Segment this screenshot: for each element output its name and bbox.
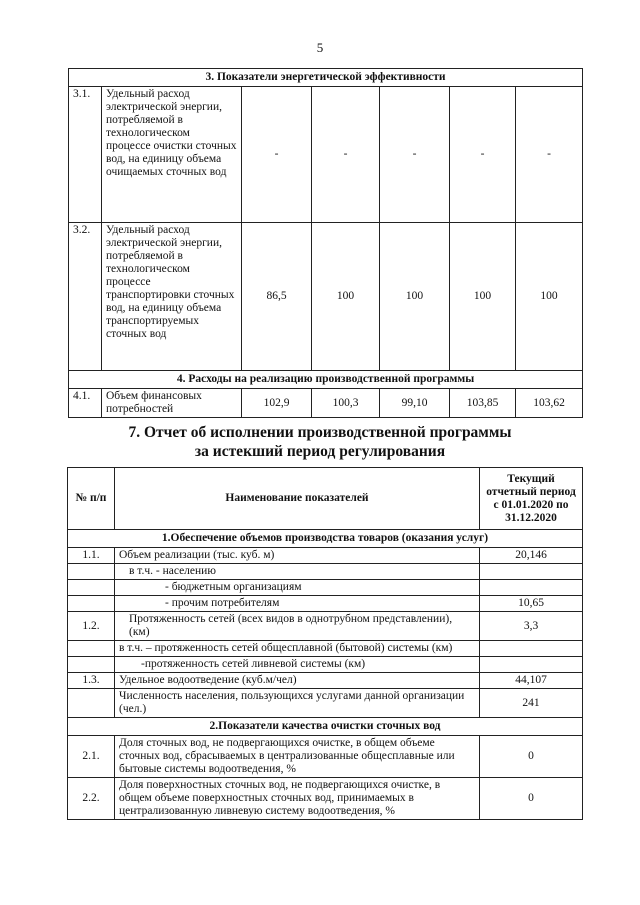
value-cell: 99,10: [380, 389, 450, 418]
table-row: [68, 612, 583, 641]
section-title-quality: 2.Показатели качества очистки сточных вод: [68, 718, 583, 736]
table-row: [68, 657, 583, 673]
table-row: [69, 87, 583, 223]
value-cell: 3,3: [480, 612, 583, 641]
section-title-expenses: 4. Расходы на реализацию производственной программы: [69, 371, 583, 389]
row-number: 1.2.: [68, 612, 115, 641]
table-header-row: [68, 468, 583, 530]
value-cell: [480, 657, 583, 673]
value-cell: -: [516, 87, 583, 223]
value-cell: 20,146: [480, 548, 583, 564]
row-number: 2.1.: [68, 736, 115, 778]
table-row: [68, 778, 583, 820]
page-number: 5: [316, 40, 324, 55]
value-cell: -: [312, 87, 380, 223]
header-period: Текущий отчетный период с 01.01.2020 по 31.12.2020: [480, 468, 583, 530]
header-name: Наименование показателей: [115, 468, 480, 530]
value-cell: 0: [480, 778, 583, 820]
value-cell: 103,62: [516, 389, 583, 418]
indicator-name: Удельный расход электрической энергии, потребляемой в технологическом процессе транспортировки сточных вод, на единицу объема транспортируемых сточных вод: [102, 223, 242, 371]
row-number: 4.1.: [69, 389, 102, 418]
value-cell: 100: [516, 223, 583, 371]
row-number: 1.3.: [68, 673, 115, 689]
report-heading-line2: за истекший период регулирования: [194, 443, 446, 460]
value-cell: [480, 564, 583, 580]
indicator-name: Объем финансовых потребностей: [102, 389, 242, 418]
table-row: [68, 596, 583, 612]
report-heading-line1: 7. Отчет об исполнении производственной программы: [128, 424, 512, 441]
section-header-row: [69, 69, 583, 87]
value-cell: 44,107: [480, 673, 583, 689]
value-cell: 102,9: [242, 389, 312, 418]
indicator-name: в т.ч. - населению: [115, 564, 480, 580]
section-header-row: [68, 530, 583, 548]
header-num: № п/п: [68, 468, 115, 530]
value-cell: -: [242, 87, 312, 223]
indicator-name: -протяженность сетей ливневой системы (км): [115, 657, 480, 673]
indicator-name: - бюджетным организациям: [115, 580, 480, 596]
indicator-name: Доля сточных вод, не подвергающихся очистке, в общем объеме сточных вод, сбрасываемых в централизованные общесплавные или бытовые системы водоотведения, %: [115, 736, 480, 778]
table-row: [68, 673, 583, 689]
section-title-volumes: 1.Обеспечение объемов производства товаров (оказания услуг): [68, 530, 583, 548]
value-cell: [480, 641, 583, 657]
row-number: 1.1.: [68, 548, 115, 564]
table-row: [68, 641, 583, 657]
row-number: 3.1.: [69, 87, 102, 223]
row-number: 3.2.: [69, 223, 102, 371]
value-cell: 0: [480, 736, 583, 778]
indicators-table: [68, 68, 583, 418]
section-header-row: [69, 371, 583, 389]
value-cell: 100: [312, 223, 380, 371]
indicator-name: - прочим потребителям: [115, 596, 480, 612]
table-row: [68, 564, 583, 580]
table-row: [68, 580, 583, 596]
table-row: [68, 689, 583, 718]
value-cell: -: [450, 87, 516, 223]
value-cell: 100: [380, 223, 450, 371]
indicator-name: Доля поверхностных сточных вод, не подвергающихся очистке, в общем объеме поверхностных сточных вод, принимаемых в централизованную ливневую систему водоотведения, %: [115, 778, 480, 820]
section-title-energy: 3. Показатели энергетической эффективности: [69, 69, 583, 87]
indicator-name: Протяженность сетей (всех видов в однотрубном представлении), (км): [115, 612, 480, 641]
value-cell: 86,5: [242, 223, 312, 371]
value-cell: [480, 580, 583, 596]
table-row: [68, 736, 583, 778]
table-row: [68, 548, 583, 564]
report-table: [67, 467, 583, 820]
indicator-name: Численность населения, пользующихся услугами данной организации (чел.): [115, 689, 480, 718]
value-cell: -: [380, 87, 450, 223]
value-cell: 241: [480, 689, 583, 718]
row-number: 2.2.: [68, 778, 115, 820]
indicator-name: в т.ч. – протяженность сетей общесплавной (бытовой) системы (км): [115, 641, 480, 657]
indicator-name: Объем реализации (тыс. куб. м): [115, 548, 480, 564]
value-cell: 103,85: [450, 389, 516, 418]
section-header-row: [68, 718, 583, 736]
value-cell: 100: [450, 223, 516, 371]
value-cell: 100,3: [312, 389, 380, 418]
value-cell: 10,65: [480, 596, 583, 612]
table-row: [69, 223, 583, 371]
indicator-name: Удельный расход электрической энергии, потребляемой в технологическом процессе очистки сточных вод, на единицу объема очищаемых сточных вод: [102, 87, 242, 223]
table-row: [69, 389, 583, 418]
indicator-name: Удельное водоотведение (куб.м/чел): [115, 673, 480, 689]
